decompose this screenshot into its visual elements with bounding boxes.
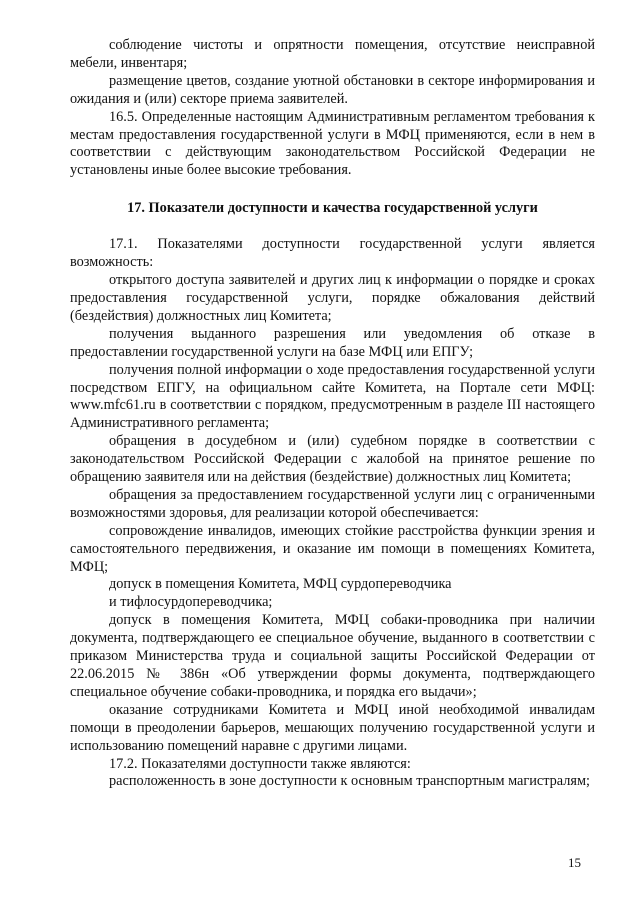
paragraph-other-help: оказание сотрудниками Комитета и МФЦ иной необходимой инвалидам помощи в преодолении барьеров, мешающих получению государственной услуги и использованию помещений наравне с другими лицами.: [70, 701, 595, 754]
paragraph-escort: сопровождение инвалидов, имеющих стойкие расстройства функции зрения и самостоятельного передвижения, и оказание им помощи в помещениях Комитета, МФЦ;: [70, 522, 595, 575]
paragraph-17-2: 17.2. Показателями доступности также являются:: [109, 755, 411, 772]
paragraph-16-5: 16.5. Определенные настоящим Административным регламентом требования к местам предоставления государственной услуги в МФЦ применяются, если в нем в соответствии с действующим законодательством Российской Федерации не установлены иные более высокие требования.: [70, 108, 595, 179]
document-page: [70, 37, 595, 791]
paragraph-tactile-interpreter: и тифлосурдопереводчика;: [109, 594, 273, 611]
paragraph-permit-receipt: получения выданного разрешения или уведомления об отказе в предоставлении государственной услуги на базе МФЦ или ЕПГУ;: [70, 325, 595, 360]
paragraph-full-info: получения полной информации о ходе предоставления государственной услуги посредством ЕПГУ, на официальном сайте Комитета, на Портале сети МФЦ: www.mfc61.ru в соответствии с порядком, предусмотренным в разделе III настоящего Административного регламента;: [70, 361, 595, 432]
paragraph-cleanliness: соблюдение чистоты и опрятности помещения, отсутствие неисправной мебели, инвентаря;: [70, 37, 595, 71]
paragraph-transport: расположенность в зоне доступности к основным транспортным магистралям;: [109, 773, 590, 790]
paragraph-appeal: обращения в досудебном и (или) судебном порядке в соответствии с законодательством Российской Федерации с жалобой на принятое решение по обращению заявителя или на действия (бездействие) должностных лиц Комитета;: [70, 433, 595, 486]
paragraph-disabled-access: обращения за предоставлением государственной услуги лиц с ограниченными возможностями здоровья, для реализации которой обеспечивается:: [70, 486, 595, 521]
paragraph-guide-dog: допуск в помещения Комитета, МФЦ собаки-проводника при наличии документа, подтверждающего ее специальное обучение, выданного в соответствии с приказом Министерства труда и социальной защиты Российской Федерации от 22.06.2015 № 386н «Об утверждении формы документа, подтверждающего специальное обучение собаки-проводника, и порядка его выдачи»;: [70, 612, 595, 700]
section-heading-17: 17. Показатели доступности и качества государственной услуги: [127, 200, 538, 217]
paragraph-sign-interpreter: допуск в помещения Комитета, МФЦ сурдопереводчика: [109, 576, 452, 593]
paragraph-17-1: 17.1. Показателями доступности государственной услуги является возможность:: [70, 236, 595, 271]
paragraph-flowers: размещение цветов, создание уютной обстановки в секторе информирования и ожидания и (или) секторе приема заявителей.: [70, 72, 595, 107]
paragraph-open-access: открытого доступа заявителей и других лиц к информации о порядке и сроках предоставления государственной услуги, порядке обжалования действий (бездействия) должностных лиц Комитета;: [70, 272, 595, 324]
page-number: 15: [568, 855, 581, 870]
